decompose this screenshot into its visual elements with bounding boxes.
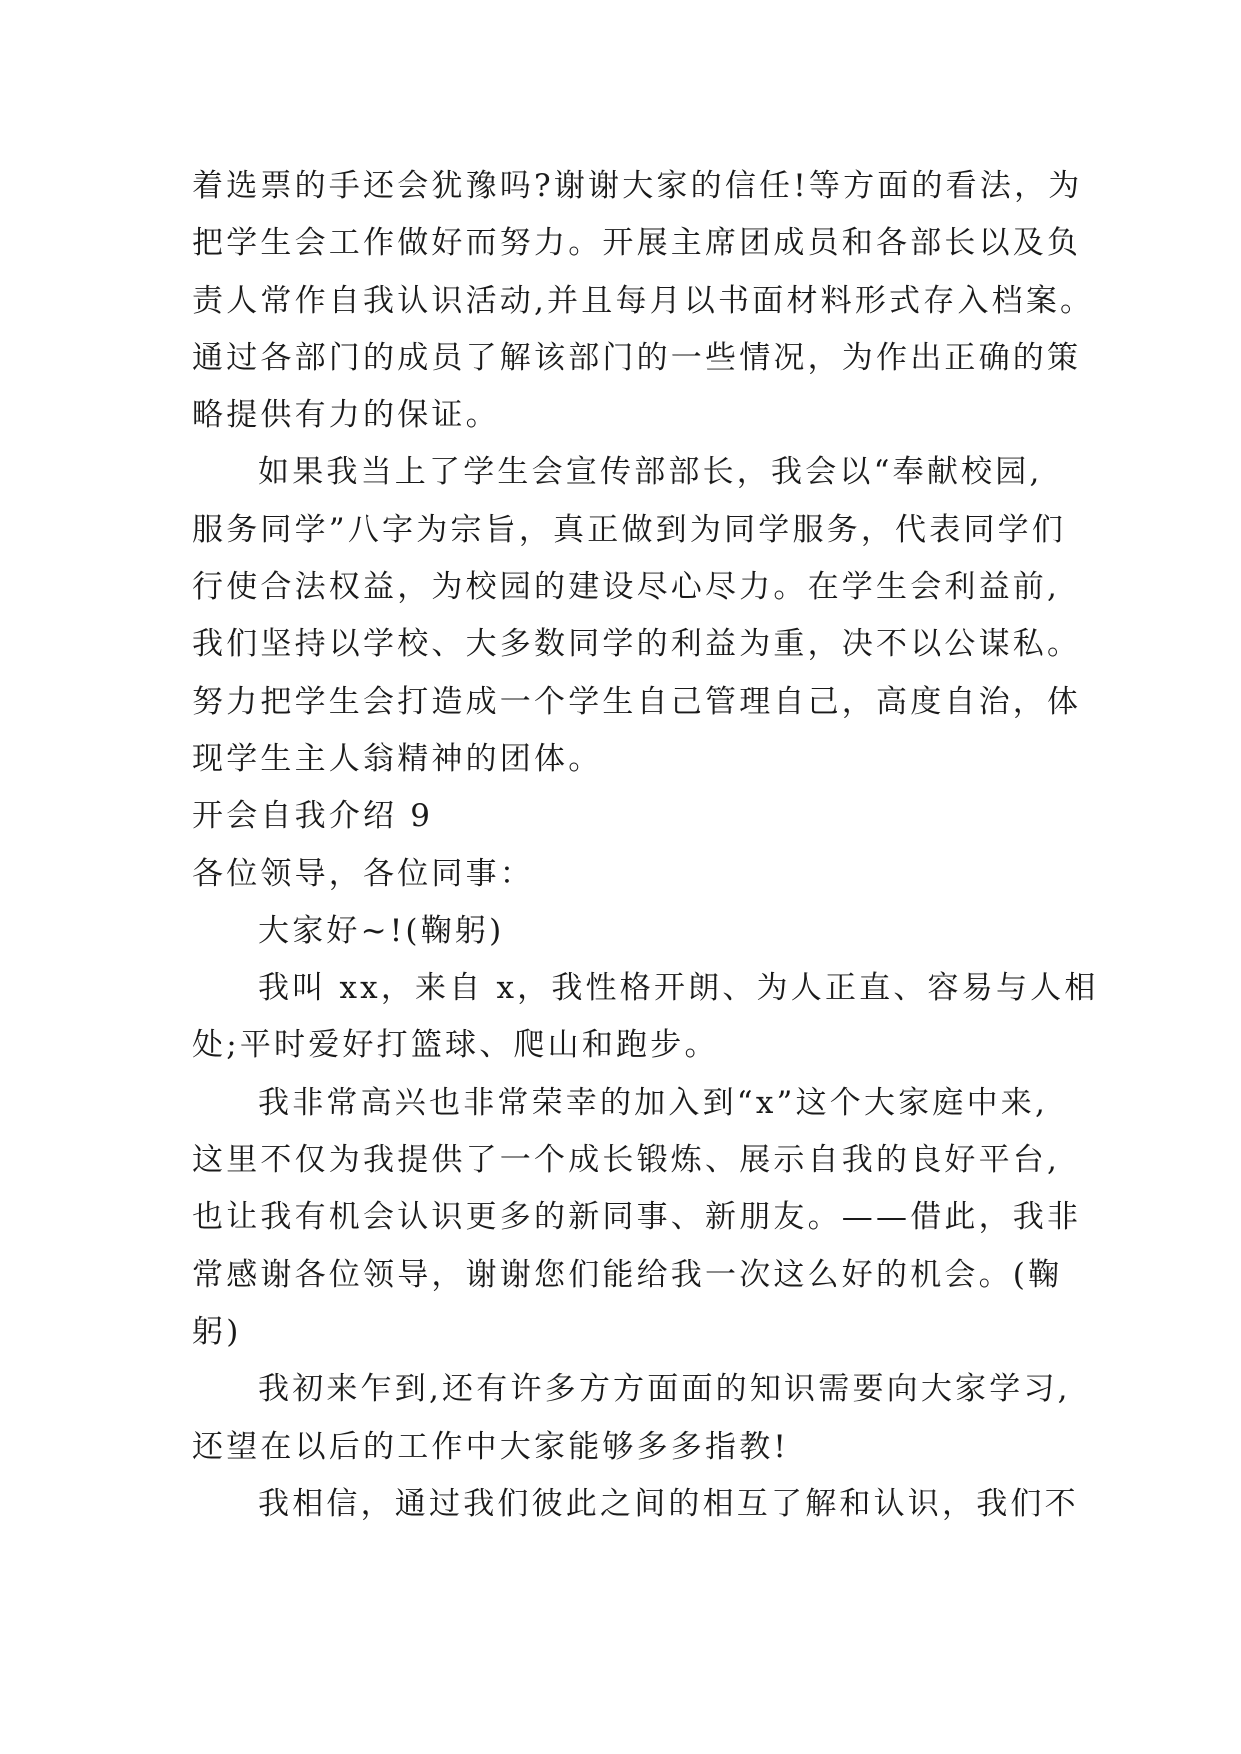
document-body [192, 158, 1099, 1533]
text-line: 我们坚持以学校、大多数同学的利益为重，决不以公谋私。 [192, 626, 1082, 663]
section-heading: 开会自我介绍 9 [192, 798, 434, 835]
text-line: 略提供有力的保证。 [192, 397, 500, 434]
paragraph-first-line: 如果我当上了学生会宣传部部长，我会以“奉献校园, [258, 454, 1043, 491]
text-line: 努力把学生会打造成一个学生自己管理自己，高度自治，体 [192, 683, 1082, 720]
text-line: 服务同学”八字为宗旨，真正做到为同学服务，代表同学们 [192, 511, 1067, 548]
text-line: 行使合法权益，为校园的建设尽心尽力。在学生会利益前, [192, 569, 1061, 606]
text-line: 处;平时爱好打篮球、爬山和跑步。 [192, 1027, 719, 1064]
text-line: 现学生主人翁精神的团体。 [192, 740, 603, 777]
text-line: 责人常作自我认识活动,并且每月以书面材料形式存入档案。 [192, 282, 1095, 319]
salutation: 各位领导，各位同事： [192, 855, 534, 892]
text-line: 把学生会工作做好而努力。开展主席团成员和各部长以及负 [192, 225, 1082, 262]
paragraph-first-line: 我相信，通过我们彼此之间的相互了解和认识，我们不 [258, 1485, 1079, 1522]
text-line: 着选票的手还会犹豫吗?谢谢大家的信任!等方面的看法，为 [192, 168, 1083, 204]
paragraph-first-line: 我叫 xx，来自 x，我性格开朗、为人正直、容易与人相 [258, 970, 1099, 1007]
paragraph-first-line: 我非常高兴也非常荣幸的加入到“x”这个大家庭中来, [258, 1084, 1049, 1121]
text-line: 常感谢各位领导，谢谢您们能给我一次这么好的机会。(鞠 [192, 1256, 1063, 1293]
text-line: 还望在以后的工作中大家能够多多指教! [192, 1428, 790, 1465]
text-line: 这里不仅为我提供了一个成长锻炼、展示自我的良好平台, [192, 1142, 1061, 1179]
text-line: 躬) [192, 1313, 242, 1350]
text-line: 通过各部门的成员了解该部门的一些情况，为作出正确的策 [192, 339, 1082, 376]
paragraph-first-line: 我初来乍到,还有许多方方面面的知识需要向大家学习, [258, 1371, 1071, 1408]
text-line: 也让我有机会认识更多的新同事、新朋友。——借此，我非 [192, 1199, 1082, 1236]
greeting-line: 大家好~!(鞠躬) [258, 912, 505, 949]
